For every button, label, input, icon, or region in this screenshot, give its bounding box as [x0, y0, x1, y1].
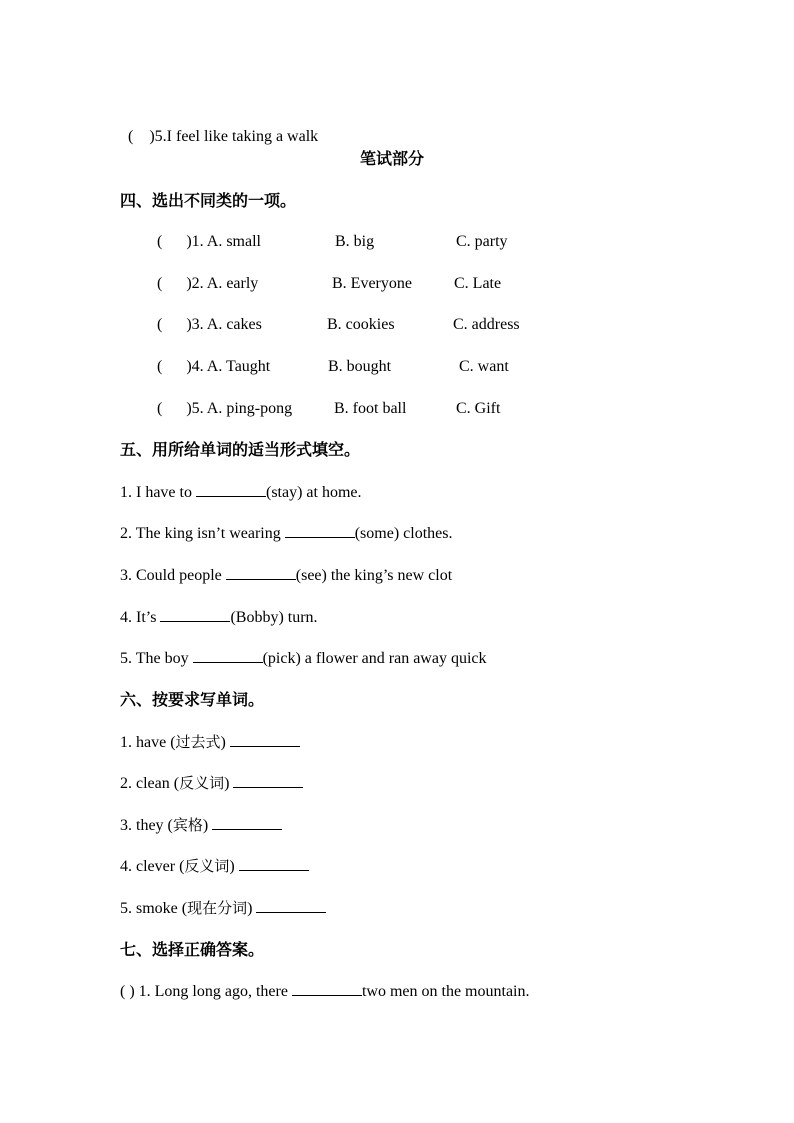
s5-item-4-after: (Bobby) turn.: [230, 609, 318, 626]
s6-item-2: [120, 773, 303, 794]
s6-item-5-blank[interactable]: [256, 898, 326, 913]
s6-item-4: [120, 856, 309, 877]
s6-item-2-close: ): [224, 775, 234, 792]
s6-item-1-note: 过去式: [175, 733, 221, 751]
s5-item-4-before: 4. It’s: [120, 609, 161, 626]
s4-item-2-b: B. Everyone: [332, 275, 412, 292]
s6-item-4-blank[interactable]: [239, 856, 309, 871]
s5-item-5-blank[interactable]: [193, 648, 263, 663]
s6-item-2-note: 反义词: [179, 774, 225, 792]
s6-item-1: [120, 732, 300, 753]
s4-item-4: [157, 357, 557, 377]
s6-item-2-word: 2. clean (: [120, 775, 180, 792]
s4-item-3-b: B. cookies: [327, 316, 395, 333]
s7-item-1: [120, 981, 529, 1002]
s5-item-2: [120, 523, 452, 544]
s5-item-2-blank[interactable]: [285, 523, 355, 538]
s6-item-3-blank[interactable]: [212, 815, 282, 830]
s5-item-5: [120, 648, 487, 669]
s6-item-3-close: ): [202, 817, 213, 834]
s4-item-3-c: C. address: [453, 316, 520, 333]
s6-item-1-close: ): [220, 734, 230, 751]
s4-item-4-a: ( )4. A. Taught: [157, 358, 271, 375]
s4-item-2-c: C. Late: [454, 275, 502, 292]
s6-item-4-close: ): [229, 858, 239, 875]
s5-item-3-blank[interactable]: [226, 565, 296, 580]
s4-item-4-c: C. want: [459, 358, 509, 375]
s4-item-5: [157, 399, 557, 419]
s6-item-1-word: 1. have (: [120, 734, 176, 751]
s5-item-5-after: (pick) a flower and ran away quick: [262, 650, 487, 667]
s7-item-1-blank[interactable]: [292, 981, 362, 996]
s6-item-3-note: 宾格: [172, 816, 203, 834]
s4-item-1-b: B. big: [335, 233, 375, 250]
s5-item-5-before: 5. The boy: [120, 650, 193, 667]
s5-item-3: [120, 565, 452, 586]
s4-item-1-c: C. party: [456, 233, 508, 250]
s6-item-4-word: 4. clever (: [120, 858, 185, 875]
section-6-heading: 六、按要求写单词。: [120, 690, 265, 709]
s5-item-1: [120, 482, 362, 503]
s5-item-1-before: 1. I have to: [120, 484, 196, 501]
s6-item-3-word: 3. they (: [120, 817, 173, 834]
s4-item-5-c: C. Gift: [456, 400, 501, 417]
s4-item-3-a: ( )3. A. cakes: [157, 316, 262, 333]
listening-question-5-text: ( )5.I feel like taking a walk: [128, 128, 319, 145]
s4-item-1-a: ( )1. A. small: [157, 233, 261, 250]
s6-item-5-close: ): [247, 900, 257, 917]
s6-item-1-blank[interactable]: [230, 732, 300, 747]
s4-item-2: [157, 274, 557, 294]
s4-item-5-a: ( )5. A. ping-pong: [157, 400, 293, 417]
section-5-heading: 五、用所给单词的适当形式填空。: [120, 440, 361, 459]
s5-item-3-after: (see) the king’s new clot: [295, 567, 453, 584]
s4-item-3: [157, 315, 557, 335]
section-7-heading: 七、选择正确答案。: [120, 940, 265, 959]
s7-item-1-after: two men on the mountain.: [361, 983, 530, 1000]
s5-item-2-before: 2. The king isn’t wearing: [120, 525, 285, 542]
written-part-title: 笔试部分: [360, 149, 425, 168]
s6-item-3: [120, 815, 282, 836]
section-4-heading: 四、选出不同类的一项。: [120, 191, 297, 210]
s5-item-4: [120, 607, 318, 628]
s6-item-2-blank[interactable]: [233, 773, 303, 788]
s6-item-5-note: 现在分词: [187, 899, 248, 917]
s5-item-1-blank[interactable]: [196, 482, 266, 497]
s6-item-4-note: 反义词: [184, 857, 230, 875]
s5-item-3-before: 3. Could people: [120, 567, 226, 584]
s6-item-5: [120, 898, 326, 919]
s4-item-1: [157, 232, 557, 252]
s4-item-5-b: B. foot ball: [334, 400, 407, 417]
s5-item-2-after: (some) clothes.: [354, 525, 453, 542]
s4-item-4-b: B. bought: [328, 358, 392, 375]
listening-question-5: [120, 107, 318, 147]
s6-item-5-word: 5. smoke (: [120, 900, 188, 917]
s4-item-2-a: ( )2. A. early: [157, 275, 259, 292]
s7-item-1-before: ( ) 1. Long long ago, there: [120, 983, 292, 1000]
s5-item-1-after: (stay) at home.: [265, 484, 362, 501]
s5-item-4-blank[interactable]: [160, 607, 230, 622]
